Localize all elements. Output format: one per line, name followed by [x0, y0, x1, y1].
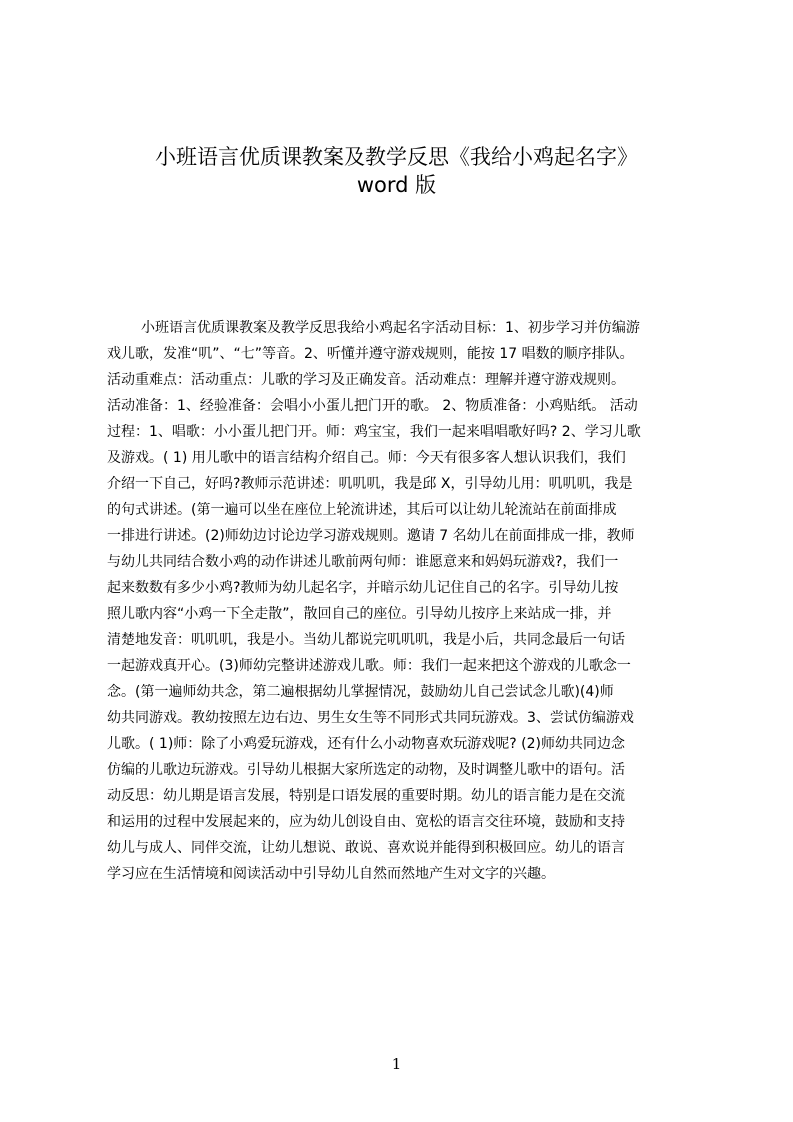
body-line: 一排进行讲述。(2)师幼边讨论边学习游戏规则。邀请 7 名幼儿在前面排成一排，教师 [107, 528, 635, 544]
body-line: 幼儿与成人、同伴交流，让幼儿想说、敢说、喜欢说并能得到积极回应。幼儿的语言 [107, 840, 625, 856]
body-line: 起来数数有多少小鸡?教师为幼儿起名字，并暗示幼儿记住自己的名字。引导幼儿按 [107, 580, 619, 596]
document-title: 小班语言优质课教案及教学反思《我给小鸡起名字》 [155, 145, 638, 169]
body-line: 一起游戏真开心。(3)师幼完整讲述游戏儿歌。师：我们一起来把这个游戏的儿歌念一 [107, 658, 631, 674]
body-line: 活动重难点：活动重点：儿歌的学习及正确发音。活动难点：理解并遵守游戏规则。 [107, 372, 625, 388]
body-line: 介绍一下自己，好吗?教师示范讲述：叽叽叽，我是邱 X，引导幼儿用：叽叽叽，我是 [107, 476, 633, 492]
body-line: 幼共同游戏。教幼按照左边右边、男生女生等不同形式共同玩游戏。3、尝试仿编游戏 [107, 710, 634, 726]
page-number: 1 [391, 1055, 402, 1073]
body-line: 和运用的过程中发展起来的，应为幼儿创设自由、宽松的语言交往环境，鼓励和支持 [107, 814, 625, 830]
body-line: 照儿歌内容“小鸡一下全走散”，散回自己的座位。引导幼儿按序上来站成一排，并 [107, 606, 612, 622]
body-line: 与幼儿共同结合数小鸡的动作讲述儿歌前两句师：谁愿意来和妈妈玩游戏?，我们一 [107, 554, 619, 570]
body-line: 戏儿歌，发准“叽”、“七”等音。2、听懂并遵守游戏规则，能按 17 唱数的顺序排队。 [107, 346, 634, 362]
body-line: 小班语言优质课教案及教学反思我给小鸡起名字活动目标：1、初步学习并仿编游 [141, 320, 640, 336]
body-line: 清楚地发音：叽叽叽，我是小。当幼儿都说完叽叽叽，我是小后，共同念最后一句话 [107, 632, 625, 648]
document-subtitle: word 版 [356, 173, 437, 197]
document-body [107, 315, 697, 905]
body-line: 的句式讲述。(第一遍可以坐在座位上轮流讲述，其后可以让幼儿轮流站在前面排成 [107, 502, 617, 518]
body-line: 儿歌。( 1)师：除了小鸡爱玩游戏，还有什么小动物喜欢玩游戏呢? (2)师幼共同边念 [107, 736, 625, 752]
body-line: 过程：1、唱歌：小小蛋儿把门开。师：鸡宝宝，我们一起来唱唱歌好吗? 2、学习儿歌 [107, 424, 641, 440]
body-line: 念。(第一遍师幼共念，第二遍根据幼儿掌握情况，鼓励幼儿自己尝试念儿歌)(4)师 [107, 684, 614, 700]
body-line: 及游戏。( 1) 用儿歌中的语言结构介绍自己。师：今天有很多客人想认识我们，我们 [107, 450, 626, 466]
body-line: 活动准备：1、经验准备：会唱小小蛋儿把门开的歌。 2、物质准备：小鸡贴纸。 活动 [107, 398, 638, 414]
body-line: 学习应在生活情境和阅读活动中引导幼儿自然而然地产生对文字的兴趣。 [107, 866, 555, 882]
body-line: 仿编的儿歌边玩游戏。引导幼儿根据大家所选定的动物，及时调整儿歌中的语句。活 [107, 762, 625, 778]
body-line: 动反思：幼儿期是语言发展，特别是口语发展的重要时期。幼儿的语言能力是在交流 [107, 788, 625, 804]
